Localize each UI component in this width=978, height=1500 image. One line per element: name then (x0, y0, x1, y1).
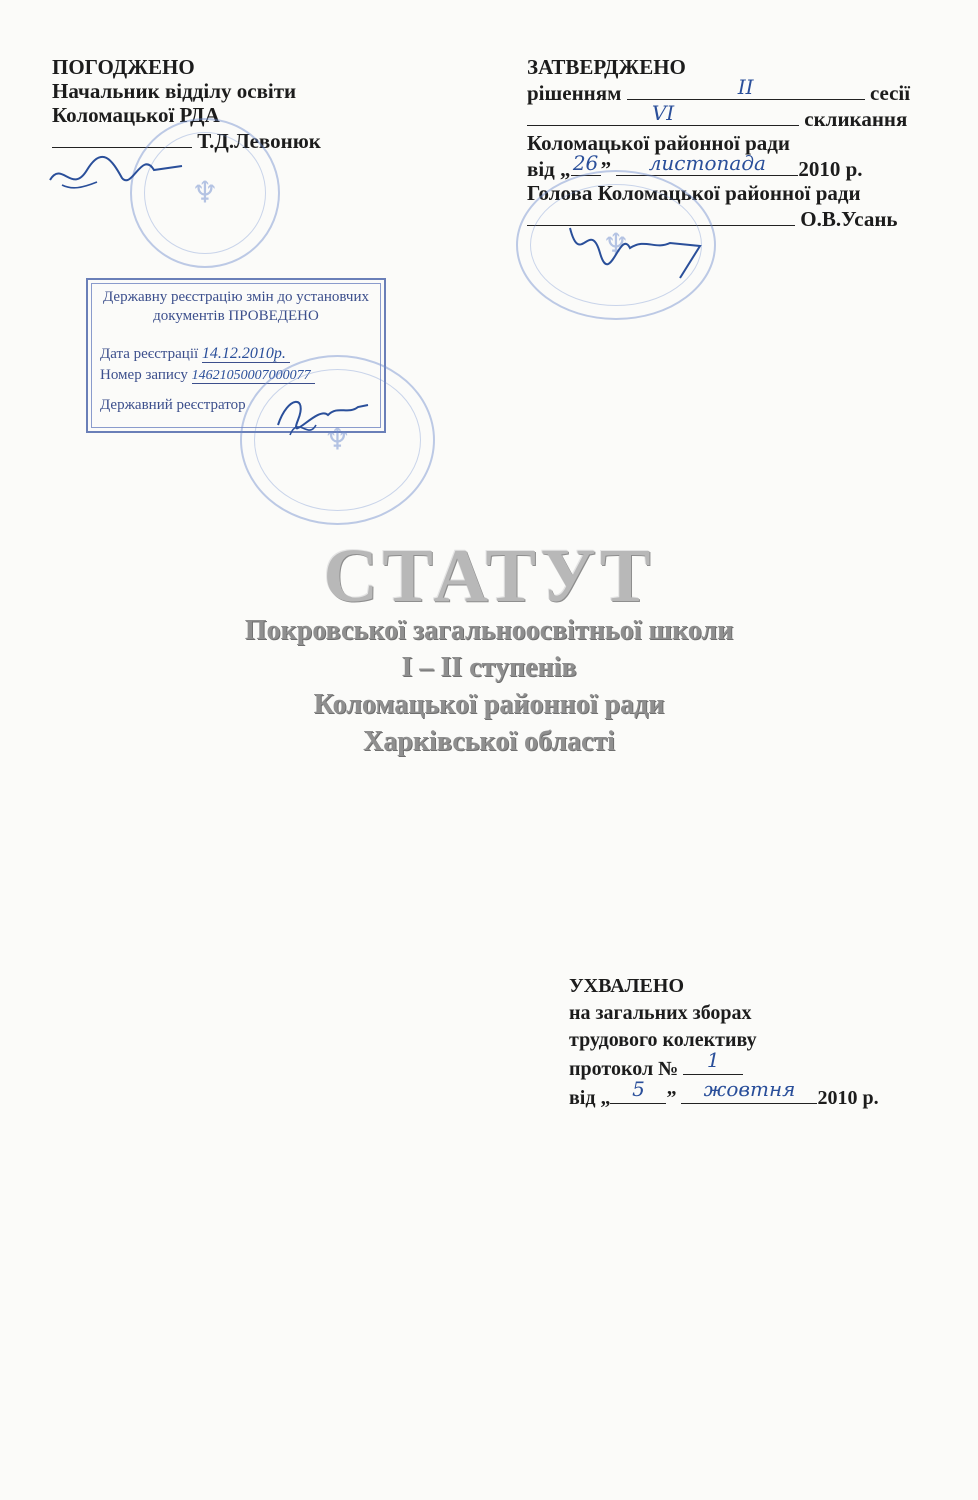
session-label: сесії (869, 81, 911, 105)
agreed-heading: ПОГОДЖЕНО (52, 55, 195, 79)
date-day-handwritten: 26 (572, 151, 599, 175)
session-number-handwritten: II (737, 75, 754, 99)
document-subtitle (0, 612, 978, 760)
adopted-block (569, 973, 879, 1112)
approved-head-name: О.В.Усань (800, 207, 898, 231)
approved-convocation-row (527, 101, 910, 131)
date-day-handwritten: 5 (632, 1077, 645, 1101)
trident-icon: ♆ (191, 176, 219, 210)
document-title: СТАТУТ (323, 534, 655, 618)
signature-approved (560, 208, 710, 288)
protocol-number-field (683, 1048, 743, 1075)
date-day-field (610, 1077, 666, 1104)
registration-record-label: Номер запису (100, 367, 188, 383)
date-year: 2010 р. (817, 1087, 879, 1109)
protocol-number-handwritten: 1 (706, 1048, 720, 1072)
registration-date-label: Дата реєстрації (100, 346, 199, 362)
subtitle-line1: Покровської загальноосвітньої школи (244, 615, 734, 646)
signature-agreed (42, 140, 192, 200)
convocation-label: скликання (804, 107, 908, 131)
registration-stamp-line2: документів ПРОВЕДЕНО (153, 308, 319, 324)
session-number-field (627, 75, 865, 100)
registration-stamp-line1: Державну реєстрацію змін до установчих (103, 289, 369, 305)
agreed-organization: Коломацької РДА (52, 103, 220, 127)
date-year: 2010 р. (798, 157, 863, 181)
approved-heading: ЗАТВЕРДЖЕНО (527, 55, 686, 79)
trident-icon: ♆ (324, 423, 351, 457)
convocation-number-handwritten: VI (651, 101, 675, 125)
registrar-row (100, 396, 246, 415)
registrar-label: Державний реєстратор (100, 397, 246, 413)
date-quote: ” (666, 1087, 677, 1109)
adopted-line2: трудового колективу (569, 1029, 757, 1051)
date-month-field (681, 1077, 817, 1104)
agreed-name: Т.Д.Левонюк (197, 129, 321, 153)
registration-date-row (100, 344, 290, 364)
adopted-date-row (569, 1077, 879, 1112)
approved-head-title: Голова Коломацької районної ради (527, 181, 861, 205)
registration-record-value: 14621050007000077 (192, 368, 315, 384)
date-quote: ” (600, 157, 612, 181)
registration-date-value: 14.12.2010р. (202, 345, 290, 363)
agreed-position: Начальник відділу освіти (52, 79, 297, 103)
subtitle-line3: Коломацької районної ради (313, 689, 665, 720)
convocation-number-field (527, 101, 799, 126)
decision-label: рішенням (527, 81, 622, 105)
adopted-line1: на загальних зборах (569, 1002, 752, 1024)
protocol-label: протокол № (569, 1058, 679, 1080)
date-month-handwritten: жовтня (703, 1077, 796, 1101)
subtitle-line4: Харківської області (363, 726, 615, 757)
date-prefix: від „ (527, 157, 571, 181)
approved-council: Коломацької районної ради (527, 131, 791, 155)
date-month-handwritten: листопада (648, 151, 766, 175)
date-prefix: від „ (569, 1087, 611, 1109)
trident-icon: ♆ (602, 228, 630, 262)
subtitle-line2: І – ІІ ступенів (401, 652, 577, 683)
adopted-heading: УХВАЛЕНО (569, 975, 684, 997)
round-seal-registrar (240, 355, 435, 525)
